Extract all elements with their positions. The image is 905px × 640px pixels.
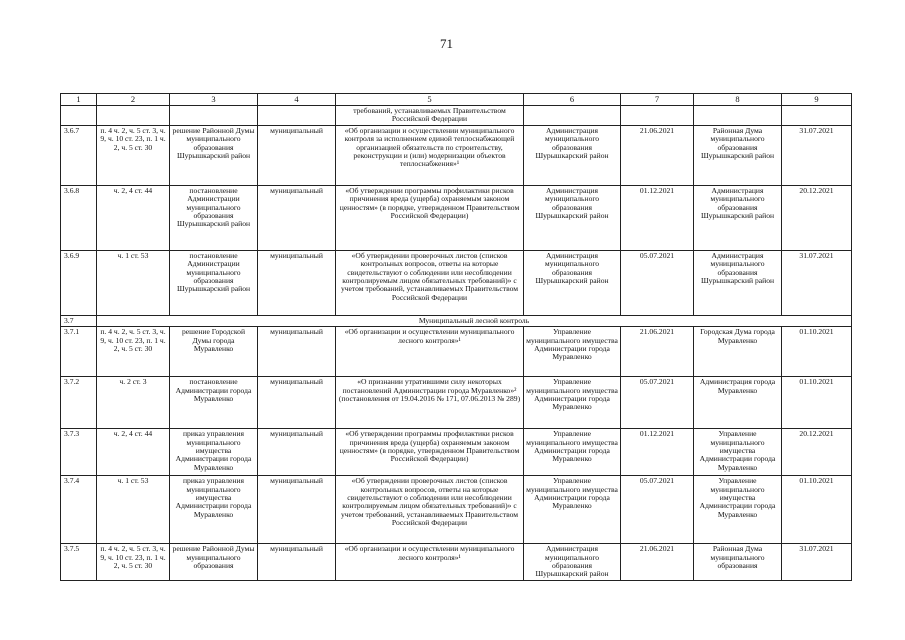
level: муниципальный: [258, 476, 336, 544]
act-title: «Об организации и осуществлении муниципального лесного контроля»¹: [336, 544, 524, 581]
law-article: ч. 2, 4 ст. 44: [97, 429, 170, 476]
section-row: [61, 315, 852, 326]
row-number: 3.6.8: [61, 185, 97, 250]
header-cell: 8: [694, 94, 782, 106]
law-article: п. 4 ч. 2, ч. 5 ст. 3, ч. 9, ч. 10 ст. 23, п. 1 ч. 2, ч. 5 ст. 30: [97, 327, 170, 377]
deadline-adoption: 31.07.2021: [782, 250, 852, 315]
executor: Администрация муниципального образования Шурышкарский район: [524, 125, 621, 185]
regulation-table: [60, 93, 852, 581]
act-title: «Об утверждении программы профилактики рисков причинения вреда (ущерба) охраняемым законом ценностям» (в порядке, утвержденном Правительством Российской Федерации): [336, 185, 524, 250]
header-cell: 1: [61, 94, 97, 106]
level: муниципальный: [258, 185, 336, 250]
deadline-adoption: 01.10.2021: [782, 377, 852, 429]
adopting-body: Администрация города Муравленко: [694, 377, 782, 429]
table-row: [61, 429, 852, 476]
header-cell: 3: [170, 94, 258, 106]
table-row: [61, 476, 852, 544]
header-row: [61, 94, 852, 106]
act-title: «Об утверждении проверочных листов (списков контрольных вопросов, ответы на которые свидетельствуют о соблюдении или несоблюдении контролируемым лицом обязательных требований)» с учетом требований, устанавливаемых Правительством Российской Федерации: [336, 250, 524, 315]
executor: Управление муниципального имущества Администрации города Муравленко: [524, 429, 621, 476]
act-type: решение Районной Думы муниципального образования: [170, 544, 258, 581]
law-article: ч. 2 ст. 3: [97, 377, 170, 429]
section-number: 3.7: [61, 315, 97, 326]
header-cell: 6: [524, 94, 621, 106]
act-title: «Об организации и осуществлении муниципального лесного контроля»¹: [336, 327, 524, 377]
table-row: [61, 185, 852, 250]
table-row: [61, 544, 852, 581]
executor: Управление муниципального имущества Администрации города Муравленко: [524, 476, 621, 544]
header-cell: 7: [621, 94, 694, 106]
law-article: ч. 1 ст. 53: [97, 250, 170, 315]
adopting-body: Районная Дума муниципального образования: [694, 544, 782, 581]
level: муниципальный: [258, 250, 336, 315]
executor: Управление муниципального имущества Администрации города Муравленко: [524, 377, 621, 429]
adopting-body: Администрация муниципального образования Шурышкарский район: [694, 250, 782, 315]
executor: Администрация муниципального образования Шурышкарский район: [524, 185, 621, 250]
act-title: «Об организации и осуществлении муниципального контроля за исполнением единой теплоснабжающей организацией обязательств по строительству, реконструкции и (или) модернизации объектов теплоснабжения»¹: [336, 125, 524, 185]
law-article: ч. 1 ст. 53: [97, 476, 170, 544]
level: муниципальный: [258, 429, 336, 476]
table-row: [61, 125, 852, 185]
row-number: 3.7.4: [61, 476, 97, 544]
row-number: 3.6.9: [61, 250, 97, 315]
executor: Администрация муниципального образования Шурышкарский район: [524, 544, 621, 581]
deadline-draft: 05.07.2021: [621, 250, 694, 315]
act-type: постановление Администрации муниципального образования Шурышкарский район: [170, 185, 258, 250]
level: муниципальный: [258, 544, 336, 581]
continuation-row: [61, 106, 852, 126]
deadline-draft: 05.07.2021: [621, 476, 694, 544]
section-title: Муниципальный лесной контроль: [97, 315, 852, 326]
deadline-adoption: 31.07.2021: [782, 125, 852, 185]
adopting-body: Администрация муниципального образования Шурышкарский район: [694, 185, 782, 250]
row-number: 3.7.2: [61, 377, 97, 429]
act-type: приказ управления муниципального имущества Администрации города Муравленко: [170, 429, 258, 476]
executor: Управление муниципального имущества Администрации города Муравленко: [524, 327, 621, 377]
page-number: 71: [440, 36, 453, 51]
adopting-body: Управление муниципального имущества Администрации города Муравленко: [694, 429, 782, 476]
law-article: ч. 2, 4 ст. 44: [97, 185, 170, 250]
deadline-draft: 21.06.2021: [621, 125, 694, 185]
adopting-body: Городская Дума города Муравленко: [694, 327, 782, 377]
continuation-text: требований, устанавливаемых Правительством Российской Федерации: [336, 106, 524, 126]
row-number: 3.6.7: [61, 125, 97, 185]
deadline-adoption: 31.07.2021: [782, 544, 852, 581]
header-cell: 2: [97, 94, 170, 106]
deadline-adoption: 01.10.2021: [782, 476, 852, 544]
executor: Администрация муниципального образования Шурышкарский район: [524, 250, 621, 315]
deadline-draft: 01.12.2021: [621, 429, 694, 476]
row-number: 3.7.3: [61, 429, 97, 476]
table-row: [61, 250, 852, 315]
law-article: п. 4 ч. 2, ч. 5 ст. 3, ч. 9, ч. 10 ст. 23, п. 1 ч. 2, ч. 5 ст. 30: [97, 125, 170, 185]
deadline-draft: 01.12.2021: [621, 185, 694, 250]
row-number: 3.7.5: [61, 544, 97, 581]
deadline-draft: 21.06.2021: [621, 544, 694, 581]
act-type: постановление Администрации города Муравленко: [170, 377, 258, 429]
header-cell: 5: [336, 94, 524, 106]
act-type: решение Городской Думы города Муравленко: [170, 327, 258, 377]
level: муниципальный: [258, 125, 336, 185]
table-row: [61, 327, 852, 377]
act-type: приказ управления муниципального имущества Администрации города Муравленко: [170, 476, 258, 544]
deadline-adoption: 01.10.2021: [782, 327, 852, 377]
row-number: 3.7.1: [61, 327, 97, 377]
act-title: «О признании утратившими силу некоторых постановлений Администрации города Муравленко»² (постановления от 19.04.2016 № 171, 07.06.2013 № 289): [336, 377, 524, 429]
act-type: решение Районной Думы муниципального образования Шурышкарский район: [170, 125, 258, 185]
header-cell: 9: [782, 94, 852, 106]
act-title: «Об утверждении проверочных листов (списков контрольных вопросов, ответы на которые свидетельствуют о соблюдении или несоблюдении контролируемым лицом обязательных требований)» с учетом требований, устанавливаемых Правительством Российской Федерации: [336, 476, 524, 544]
deadline-adoption: 20.12.2021: [782, 429, 852, 476]
table-row: [61, 377, 852, 429]
deadline-adoption: 20.12.2021: [782, 185, 852, 250]
adopting-body: Районная Дума муниципального образования Шурышкарский район: [694, 125, 782, 185]
law-article: п. 4 ч. 2, ч. 5 ст. 3, ч. 9, ч. 10 ст. 23, п. 1 ч. 2, ч. 5 ст. 30: [97, 544, 170, 581]
regulation-table-container: [60, 93, 852, 581]
deadline-draft: 05.07.2021: [621, 377, 694, 429]
act-type: постановление Администрации муниципального образования Шурышкарский район: [170, 250, 258, 315]
header-cell: 4: [258, 94, 336, 106]
act-title: «Об утверждении программы профилактики рисков причинения вреда (ущерба) охраняемым законом ценностям» (в порядке, утвержденном Правительством Российской Федерации): [336, 429, 524, 476]
adopting-body: Управление муниципального имущества Администрации города Муравленко: [694, 476, 782, 544]
level: муниципальный: [258, 377, 336, 429]
deadline-draft: 21.06.2021: [621, 327, 694, 377]
level: муниципальный: [258, 327, 336, 377]
